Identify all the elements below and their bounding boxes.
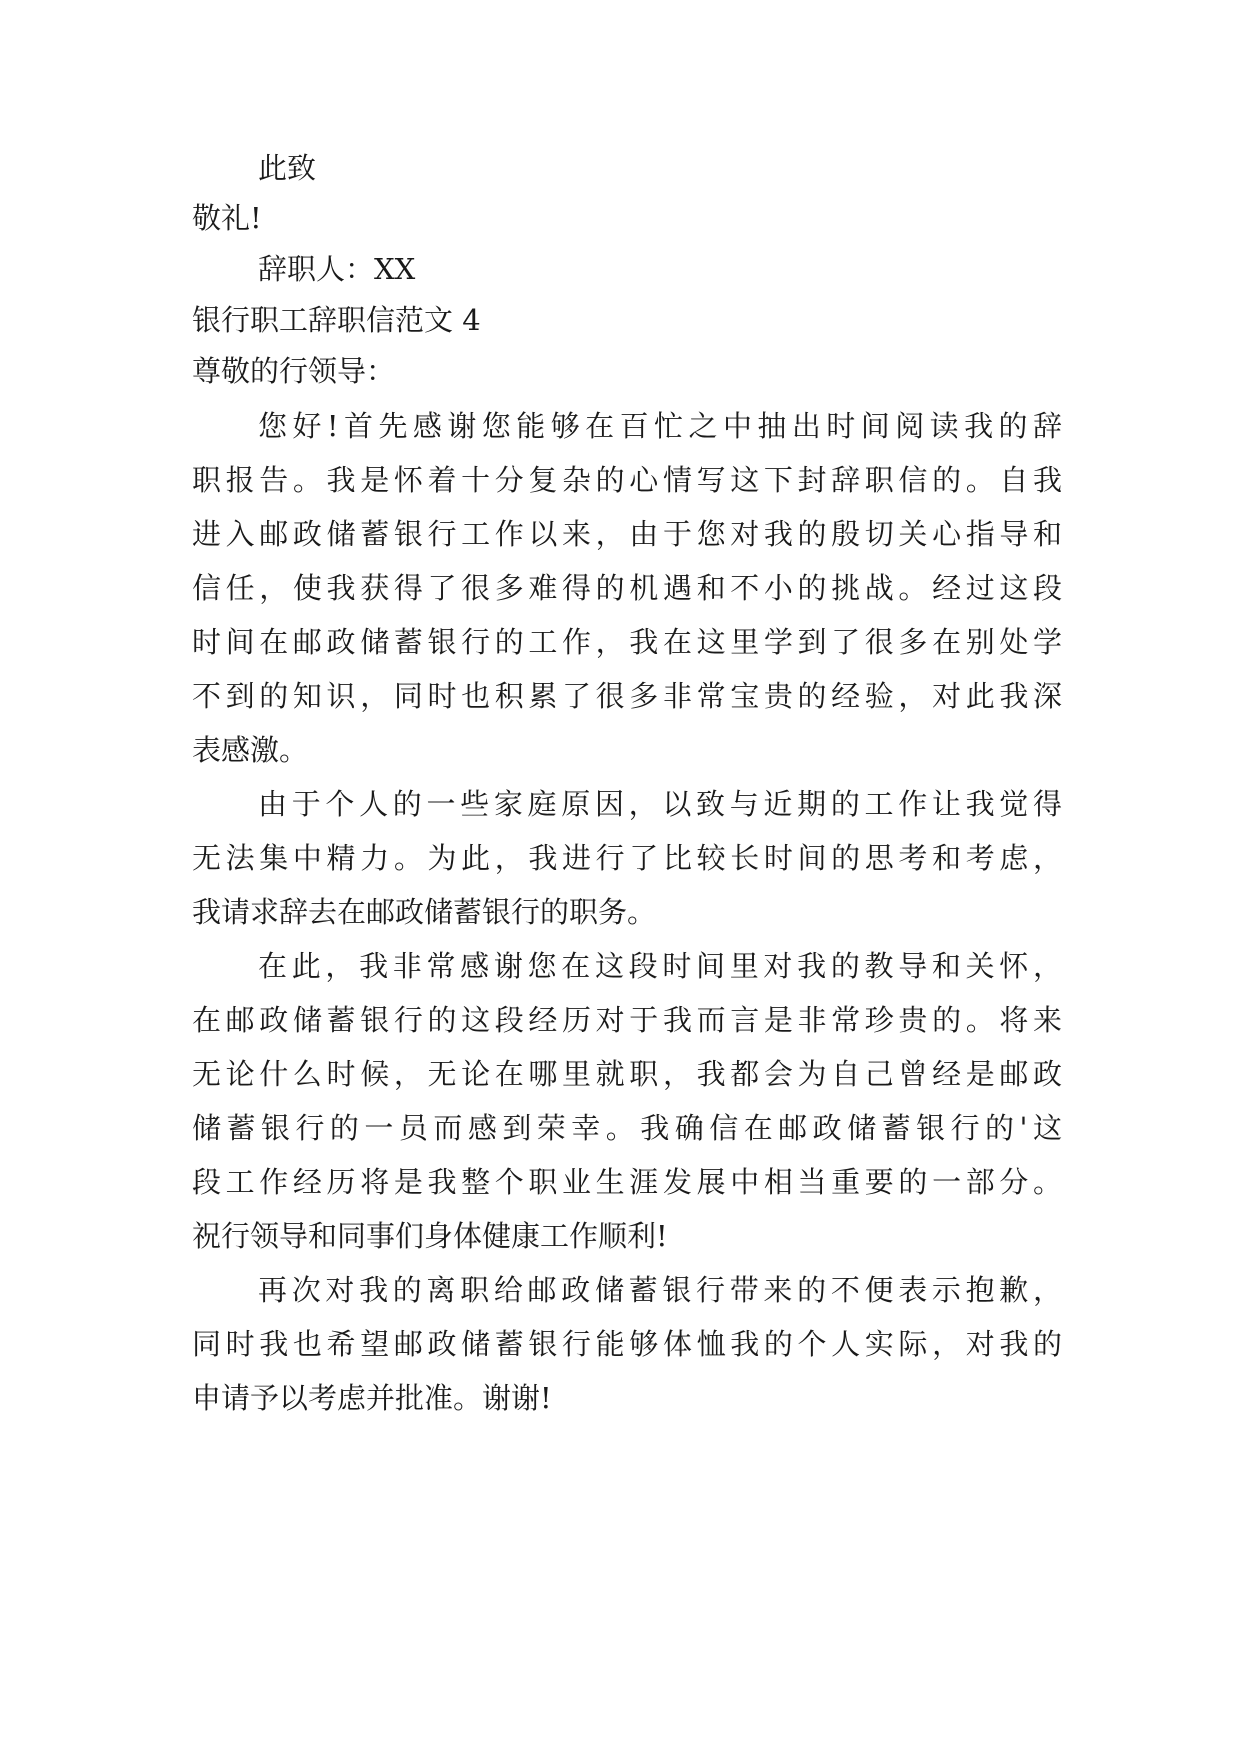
salutation-line-1: 此致 [258, 151, 317, 185]
paragraph-line: 段工作经历将是我整个职业生涯发展中相当重要的一部分。 [192, 1165, 1062, 1199]
paragraph-line: 在邮政储蓄银行的这段经历对于我而言是非常珍贵的。将来 [192, 1003, 1062, 1037]
salutation-line-2: 敬礼! [192, 201, 262, 235]
paragraph-line: 我请求辞去在邮政储蓄银行的职务。 [192, 895, 657, 929]
paragraph-line: 不到的知识，同时也积累了很多非常宝贵的经验，对此我深 [192, 679, 1062, 713]
paragraph-line: 无论什么时候，无论在哪里就职，我都会为自己曾经是邮政 [192, 1057, 1062, 1091]
paragraph-line: 储蓄银行的一员而感到荣幸。我确信在邮政储蓄银行的'这 [192, 1111, 1062, 1145]
paragraph-line: 在此，我非常感谢您在这段时间里对我的教导和关怀， [258, 949, 1062, 983]
greeting-line: 尊敬的行领导： [192, 354, 396, 388]
paragraph-line: 由于个人的一些家庭原因，以致与近期的工作让我觉得 [258, 787, 1062, 821]
paragraph-line: 进入邮政储蓄银行工作以来，由于您对我的殷切关心指导和 [192, 517, 1062, 551]
paragraph-line: 申请予以考虑并批准。谢谢! [192, 1381, 552, 1415]
paragraph-line: 祝行领导和同事们身体健康工作顺利! [192, 1219, 668, 1253]
paragraph-line: 职报告。我是怀着十分复杂的心情写这下封辞职信的。自我 [192, 463, 1062, 497]
paragraph-line: 同时我也希望邮政储蓄银行能够体恤我的个人实际，对我的 [192, 1327, 1062, 1361]
paragraph-line: 表感激。 [192, 733, 309, 767]
paragraph-line: 再次对我的离职给邮政储蓄银行带来的不便表示抱歉， [258, 1273, 1062, 1307]
signature-line: 辞职人：XX [258, 252, 416, 286]
paragraph-line: 您好!首先感谢您能够在百忙之中抽出时间阅读我的辞 [258, 409, 1062, 443]
paragraph-line: 时间在邮政储蓄银行的工作，我在这里学到了很多在别处学 [192, 625, 1062, 659]
paragraph-line: 信任，使我获得了很多难得的机遇和不小的挑战。经过这段 [192, 571, 1062, 605]
section-title: 银行职工辞职信范文 4 [192, 303, 481, 337]
paragraph-line: 无法集中精力。为此，我进行了比较长时间的思考和考虑， [192, 841, 1062, 875]
